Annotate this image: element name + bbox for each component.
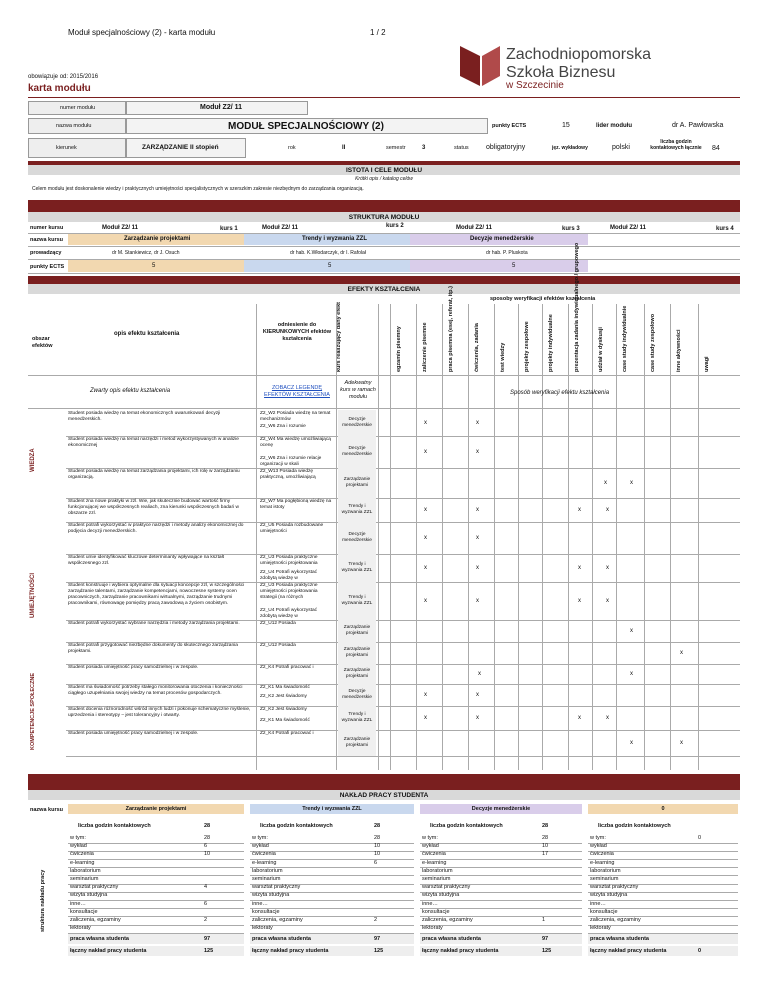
naklad-item-label: e-learning <box>422 859 447 866</box>
row-label-numer: numer kursu <box>30 225 64 231</box>
effect-reference: Z2_W2 Posiada wiedzę na temat mechanizmów <box>260 411 331 422</box>
naklad-item-label: lektoraty <box>590 925 611 932</box>
verification-mark: x <box>424 692 427 698</box>
course2-lecturer: dr hab. K.Włodarczyk, dr I. Rafolał <box>290 250 366 256</box>
effect-description: Student ma świadomość potrzeby stałego monitorowania otoczenia i konieczności ciągłego uzupełniania swojej wiedzy na temat procesów gospodarczych. <box>68 685 243 696</box>
naklad-item-label: konsultacje <box>590 908 618 915</box>
naklad-item-label: wykład <box>422 843 439 850</box>
naklad-item-value: 28 <box>542 835 549 841</box>
verification-mark: x <box>424 565 427 571</box>
verification-mark: x <box>476 535 479 541</box>
naklad-item-value: 6 <box>204 843 208 850</box>
naklad-item-label: seminarium <box>70 876 99 882</box>
naklad-item-label: wizyta studyjna <box>422 892 460 899</box>
effect-course: Decyzje menedżerskie <box>342 446 372 457</box>
naklad-item-label: wykład <box>590 843 607 850</box>
verification-mark: x <box>476 598 479 604</box>
naklad-hours-total: 28 <box>204 823 211 829</box>
naklad-item-label: inne… <box>590 900 606 907</box>
major-value: ZARZĄDZANIE II stopień <box>142 144 219 151</box>
naklad-item-label: laboratorium <box>590 867 621 874</box>
naklad-laczny-value: 125 <box>204 948 214 954</box>
naklad-item-value: 6 <box>204 900 208 907</box>
effect-reference-2: Z2_K2 Jest świadomy <box>260 694 307 699</box>
naklad-item-value: 2 <box>374 917 378 923</box>
naklad-item-label: inne… <box>252 900 268 907</box>
verification-mark: x <box>424 598 427 604</box>
effect-reference: Z2_W13 Posiada wiedzę praktyczną, umożliwiającą <box>260 469 316 480</box>
naklad-praca-label: praca własna studenta <box>252 936 311 942</box>
naklad-item-label: lektoraty <box>422 925 443 932</box>
naklad-item-label: warsztat praktyczny <box>252 884 301 891</box>
verification-mark: x <box>606 715 609 721</box>
valid-from: obowiązuje od: 2015/2016 <box>28 74 99 80</box>
effect-description: Student potrafi wykorzystać w praktyce narzędzi i metody analizy ekonomicznej do podjęcia decyzji menedżerskich. <box>68 523 244 534</box>
semester-value: 3 <box>422 145 426 151</box>
naklad-laczny-value: 125 <box>374 948 384 954</box>
naklad-laczny-label: łączny nakład pracy studenta <box>422 948 499 954</box>
verification-mark: x <box>604 480 607 486</box>
effect-course: Decyzje menedżerskie <box>342 532 372 543</box>
naklad-laczny-value: 0 <box>698 948 702 954</box>
effect-course: Zarządzanie projektami <box>343 477 371 488</box>
ects-value: 15 <box>562 122 570 129</box>
effect-course: Zarządzanie projektami <box>343 668 371 679</box>
row-label-prowadzacy: prowadzący <box>30 250 62 256</box>
effect-reference: Z2_K4 Potrafi pracować i <box>260 731 314 736</box>
verification-mark: x <box>476 565 479 571</box>
leader-label: lider modułu <box>596 123 632 129</box>
naklad-item-value: 10 <box>204 851 211 858</box>
naklad-item-value: 4 <box>204 884 208 891</box>
naklad-item-label: warsztat praktyczny <box>70 884 119 891</box>
course1-lecturer: dr M. Stankiewicz, dr J. Osuch <box>112 250 180 256</box>
method-header-5: projekty zespołowe <box>524 321 530 372</box>
naklad-item-label: ćwiczenia <box>252 851 276 858</box>
method-header-3: ćwiczenia, zadania <box>474 323 480 372</box>
sposob-label: Sposób weryfikacji efektu kształcenia <box>510 390 610 396</box>
effect-description: Student potrafi przygotować niezbędne dokumenty do skutecznego zarządzania projektami. <box>68 643 238 654</box>
sposoby-title: sposoby weryfikacji efektów kształcenia <box>490 296 596 302</box>
area-kompetencje: KOMPETENCJE SPOŁECZNE <box>30 672 36 750</box>
naklad-item-value: 0 <box>698 835 702 841</box>
naklad-item-label: ćwiczenia <box>422 851 446 858</box>
effect-course: Zarządzanie projektami <box>343 737 371 748</box>
struktura-title: STRUKTURA MODUŁU <box>348 214 420 221</box>
naklad-title: NAKŁAD PRACY STUDENTA <box>339 792 429 799</box>
naklad-praca-value: 97 <box>374 936 381 942</box>
naklad-item-value: 10 <box>542 843 549 850</box>
method-header-9: case study indywidualnie <box>622 305 628 372</box>
brand-line-2: Szkoła Biznesu <box>506 64 616 81</box>
naklad-item-label: w tym: <box>422 835 438 841</box>
effect-description: Student posiada umiejętność pracy samodzielnej i w zespole. <box>68 665 199 670</box>
legenda-link[interactable]: ZOBACZ LEGENDĘ EFEKTÓW KSZTAŁCENIA <box>264 385 330 398</box>
method-header-11: inne aktywności <box>676 329 682 372</box>
naklad-item-label: w tym: <box>590 835 606 841</box>
naklad-hours-header: liczba godzin kontaktowych <box>430 823 503 829</box>
effect-reference-2: Z2_U4 Potrafi wykorzystać zdobytą wiedzę w <box>260 570 318 581</box>
naklad-item-label: laboratorium <box>70 867 101 874</box>
naklad-side-label: struktura nakładu pracy <box>40 869 46 932</box>
naklad-laczny-label: łączny nakład pracy studenta <box>590 948 667 954</box>
language-value: polski <box>612 144 630 151</box>
effect-reference: Z2_U3 Posiada praktyczne umiejętności projektowania <box>260 555 318 566</box>
naklad-item-label: e-learning <box>70 859 95 866</box>
verification-mark: x <box>606 565 609 571</box>
naklad-item-label: e-learning <box>252 859 277 866</box>
effect-reference-2: Z2_U4 Potrafi wykorzystać zdobytą wiedzę w <box>260 608 318 619</box>
course4-kurs: kurs 4 <box>716 226 734 232</box>
naklad-item-label: e-learning <box>590 859 615 866</box>
method-header-7: prezentacja zadania indywidualnego / grupowego <box>574 242 580 372</box>
effect-reference: Z2_W4 Ma wiedzę umożliwiającą ocenę <box>260 437 331 448</box>
status-label: status <box>454 145 469 151</box>
naklad-item-label: w tym: <box>70 835 86 841</box>
naklad-praca-label: praca własna studenta <box>70 936 129 942</box>
module-number-value: Moduł Z2/ 11 <box>200 104 243 111</box>
effect-description: Student konstruuje i wybiera optymalne dla sytuacji koncepcje zzl, w szczególności zarządzanie talentami, zarządzanie kompetencjami, nowoczesne systemy ocen pracowniczych, zarządzanie pracownikami wirtualnymi, zarządzanie trudnymi pracownikami, równowagę pomiędzy pracą zawodową a życiem osobistym. <box>68 583 245 606</box>
effect-reference: Z2_U12 Posiada <box>260 643 296 648</box>
effect-reference: Z2_W7 Ma pogłębioną wiedzę na temat istoty <box>260 499 332 510</box>
effect-reference: Z2_U5 Posiada rozbudowane umiejętności <box>260 523 324 534</box>
adekwatny-label: Adekwatny kurs w ramach modułu <box>340 380 376 400</box>
naklad-item-label: seminarium <box>590 876 619 882</box>
naklad-praca-value: 97 <box>542 936 549 942</box>
naklad-item-label: lektoraty <box>70 925 91 932</box>
naklad-item-label: inne… <box>70 900 86 907</box>
effect-description: Student posiada wiedzę na temat ekonomicznych uwarunkowań decyzji menedżerskich. <box>68 411 221 422</box>
verification-mark: x <box>424 535 427 541</box>
naklad-item-label: wizyta studyjna <box>252 892 290 899</box>
course3-number: Moduł Z2/ 11 <box>456 225 493 231</box>
effect-course: Decyzje menedżerskie <box>342 689 372 700</box>
course3-ects: 5 <box>512 263 516 269</box>
istota-text: Celem modułu jest doskonalenie wiedzy i praktycznych umiejętności specjalistycznych w szerszkim zakresie niezbędnym do zarządzania organizacją. <box>32 186 364 192</box>
naklad-item-value: 28 <box>204 835 211 841</box>
language-label: jęz. wykładowy <box>552 145 588 151</box>
effect-reference: Z2_K4 Potrafi pracować i <box>260 665 314 670</box>
verification-mark: x <box>424 715 427 721</box>
row-label-nazwa: nazwa kursu <box>30 237 64 243</box>
status-value: obligatoryjny <box>486 144 526 151</box>
effect-description: Student docenia różnorodność wśród innych ludzi i pokonuje schematyczne myślenie, uprzedzenia i stereotypy – jest tolerancyjny i otwarty. <box>68 707 251 718</box>
kurs-col-header: kurs realizujący dany efekt <box>336 301 342 372</box>
naklad-item-label: wizyta studyjna <box>590 892 628 899</box>
naklad-item-label: seminarium <box>422 876 451 882</box>
effect-description: Student potrafi wykorzystać wybrane narzędzia i metody zarządzania projektami. <box>68 621 240 626</box>
verification-mark: x <box>476 692 479 698</box>
naklad-course-name: Zarządzanie projektami <box>125 806 187 812</box>
odniesienie-label: odniesienie do KIERUNKOWYCH efektów kształcenia <box>262 322 332 342</box>
effect-reference-2: Z2_K1 Ma świadomość <box>260 718 310 723</box>
naklad-item-value: 28 <box>374 835 381 841</box>
naklad-hours-total: 28 <box>374 823 381 829</box>
naklad-course-name: Trendy i wyzwania ZZL <box>302 806 362 812</box>
verification-mark: x <box>578 507 581 513</box>
brand-line-3: w Szczecinie <box>506 80 564 91</box>
naklad-item-label: konsultacje <box>422 908 450 915</box>
naklad-item-value: 10 <box>374 843 381 850</box>
ects-label: punkty ECTS <box>492 123 527 129</box>
contact-hours-label: liczba godzin kontaktowych łącznie <box>650 139 702 152</box>
effect-course: Trendy i wyzwania ZZL <box>341 595 373 606</box>
naklad-item-label: warsztat praktyczny <box>422 884 471 891</box>
verification-mark: x <box>630 671 633 677</box>
verification-mark: x <box>630 480 633 486</box>
contact-hours-value: 84 <box>712 145 720 152</box>
naklad-item-value: 1 <box>542 917 546 923</box>
zwarty-label: Zwarty opis efektu kształcenia <box>90 388 171 394</box>
method-header-2: praca pisemna (esej, referat, itp.) <box>448 286 454 372</box>
naklad-item-value: 17 <box>542 851 549 858</box>
verification-mark: x <box>476 449 479 455</box>
verification-mark: x <box>476 715 479 721</box>
opis-label: opis efektu kształcenia <box>114 331 180 337</box>
course1-name: Zarządzanie projektami <box>124 236 191 242</box>
module-name-value: MODUŁ SPECJALNOŚCIOWY (2) <box>228 121 384 132</box>
brand-line-1: Zachodniopomorska <box>506 46 651 63</box>
naklad-item-label: zaliczenia, egzaminy <box>590 917 641 923</box>
year-label: rok <box>288 145 296 151</box>
course1-kurs: kurs 1 <box>220 226 238 232</box>
course1-number: Moduł Z2/ 11 <box>102 225 139 231</box>
naklad-course-name: 0 <box>661 806 665 812</box>
course2-kurs: kurs 2 <box>386 223 404 229</box>
verification-mark: x <box>578 565 581 571</box>
verification-mark: x <box>606 507 609 513</box>
obszar-label: obszar efektów <box>32 336 53 349</box>
course3-lecturer: dr hab. P. Pluskota <box>486 250 528 256</box>
verification-mark: x <box>478 671 481 677</box>
naklad-course-name: Decyzje menedżerskie <box>471 806 531 812</box>
naklad-item-label: seminarium <box>252 876 281 882</box>
course3-name: Decyzje menedżerskie <box>470 236 534 242</box>
effect-reference: Z2_K2 Jest świadomy <box>260 707 307 712</box>
course3-kurs: kurs 3 <box>562 226 580 232</box>
effect-description: Student posiada wiedzę na temat zarządzania projektami, ich rolę w zarządzaniu organizacją. <box>68 469 240 480</box>
method-header-12: uwagi <box>704 356 710 372</box>
naklad-item-label: w tym: <box>252 835 268 841</box>
method-header-8: udział w dyskusji <box>598 327 604 372</box>
naklad-hours-total: 28 <box>542 823 549 829</box>
course2-number: Moduł Z2/ 11 <box>262 225 299 231</box>
verification-mark: x <box>476 507 479 513</box>
naklad-item-label: ćwiczenia <box>590 851 614 858</box>
naklad-laczny-label: łączny nakład pracy studenta <box>70 948 147 954</box>
method-header-4: test wiedzy <box>500 342 506 372</box>
naklad-hours-header: liczba godzin kontaktowych <box>598 823 671 829</box>
naklad-item-value: 6 <box>374 859 378 866</box>
verification-mark: x <box>578 715 581 721</box>
pdf-page-number: 1 / 2 <box>370 28 386 37</box>
naklad-praca-value: 97 <box>204 936 211 942</box>
effect-course: Zarządzanie projektami <box>343 647 371 658</box>
method-header-1: zaliczenie pisemne <box>422 322 428 372</box>
verification-mark: x <box>606 598 609 604</box>
effect-description: Student umie identyfikować kluczowe determinanty wpływające na kształt współczesnego zzl. <box>68 555 224 566</box>
verification-mark: x <box>476 420 479 426</box>
naklad-laczny-value: 125 <box>542 948 552 954</box>
naklad-item-label: inne… <box>422 900 438 907</box>
effect-course: Trendy i wyzwania ZZL <box>341 562 373 573</box>
naklad-hours-header: liczba godzin kontaktowych <box>78 823 151 829</box>
module-name-label: nazwa modułu <box>56 123 92 129</box>
naklad-item-label: zaliczenia, egzaminy <box>422 917 473 923</box>
naklad-item-label: laboratorium <box>422 867 453 874</box>
effect-reference-2: Z2_W6 Zna i rozumie relacje organizacji w skali <box>260 456 322 467</box>
verification-mark: x <box>578 598 581 604</box>
efekty-title: EFEKTY KSZTAŁCENIA <box>347 286 421 293</box>
effect-description: Student zna nowe praktyki w zzl. Wie, jak skutecznie budować wartość firmy funkcjonującej we współczesnych realiach, zna kierunki współczesnych badań w obszarze zzl. <box>68 499 239 516</box>
verification-mark: x <box>630 628 633 634</box>
naklad-item-label: laboratorium <box>252 867 283 874</box>
semester-label: semestr <box>386 145 406 151</box>
verification-mark: x <box>680 650 683 656</box>
pdf-doc-title: Moduł specjalnościowy (2) - karta modułu <box>68 28 216 37</box>
method-header-6: projekty indywidualne <box>548 314 554 372</box>
naklad-item-value: 10 <box>374 851 381 858</box>
effect-reference: Z2_K1 Ma świadomość <box>260 685 310 690</box>
naklad-item-label: wykład <box>70 843 87 850</box>
effect-description: Student posiada wiedzę na temat narzędzi i metod wykorzystywanych w analizie ekonomicznej <box>68 437 239 448</box>
course4-number: Moduł Z2/ 11 <box>610 225 647 231</box>
major-label: kierunek <box>56 145 77 151</box>
istota-subtitle: Krótki opis / katalog celów <box>355 176 413 182</box>
naklad-item-label: konsultacje <box>70 908 98 915</box>
effect-course: Trendy i wyzwania ZZL <box>341 504 373 515</box>
istota-title: ISTOTA I CELE MODUŁU <box>345 167 423 174</box>
naklad-item-label: warsztat praktyczny <box>590 884 639 891</box>
leader-value: dr A. Pawłowska <box>672 122 724 129</box>
verification-mark: x <box>424 420 427 426</box>
module-number-label: numer modułu <box>60 105 96 111</box>
naklad-hours-header: liczba godzin kontaktowych <box>260 823 333 829</box>
naklad-item-label: zaliczenia, egzaminy <box>70 917 121 923</box>
effect-reference: Z2_U12 Posiada <box>260 621 296 626</box>
row-label-ects: punkty ECTS <box>30 264 65 270</box>
naklad-item-label: lektoraty <box>252 925 273 932</box>
naklad-item-label: konsultacje <box>252 908 280 915</box>
naklad-item-label: wizyta studyjna <box>70 892 108 899</box>
naklad-item-label: wykład <box>252 843 269 850</box>
naklad-praca-label: praca własna studenta <box>590 936 649 942</box>
effect-course: Trendy i wyzwania ZZL <box>341 712 373 723</box>
naklad-laczny-label: łączny nakład pracy studenta <box>252 948 329 954</box>
naklad-praca-label: praca własna studenta <box>422 936 481 942</box>
area-umiejetnosci: UMIEJĘTNOŚCI <box>30 572 36 618</box>
naklad-item-label: ćwiczenia <box>70 851 94 858</box>
effect-course: Decyzje menedżerskie <box>342 417 372 428</box>
naklad-item-value: 2 <box>204 917 208 923</box>
year-value: II <box>342 145 346 151</box>
method-header-10: case study zespołowo <box>650 313 656 372</box>
verification-mark: x <box>424 449 427 455</box>
course2-name: Trendy i wyzwania ZZL <box>302 236 368 242</box>
course1-ects: 5 <box>152 263 156 269</box>
method-header-0: egzamin pisemny <box>396 326 402 372</box>
verification-mark: x <box>630 740 633 746</box>
verification-mark: x <box>424 507 427 513</box>
naklad-nazwa-kursu: nazwa kursu <box>30 807 64 813</box>
course2-ects: 5 <box>328 263 332 269</box>
effect-reference: Z2_U3 Posiada praktyczne umiejętności projektowania strategii (na różnych <box>260 583 318 600</box>
area-wiedza: WIEDZA <box>30 448 36 472</box>
verification-mark: x <box>680 740 683 746</box>
card-title: karta modułu <box>28 83 91 94</box>
school-logo-icon <box>460 44 500 88</box>
effect-description: Student posiada umiejętność pracy samodzielnej i w zespole. <box>68 731 199 736</box>
effect-reference-2: Z2_W6 Zna i rozumie <box>260 424 306 429</box>
effect-course: Zarządzanie projektami <box>343 625 371 636</box>
naklad-item-label: zaliczenia, egzaminy <box>252 917 303 923</box>
